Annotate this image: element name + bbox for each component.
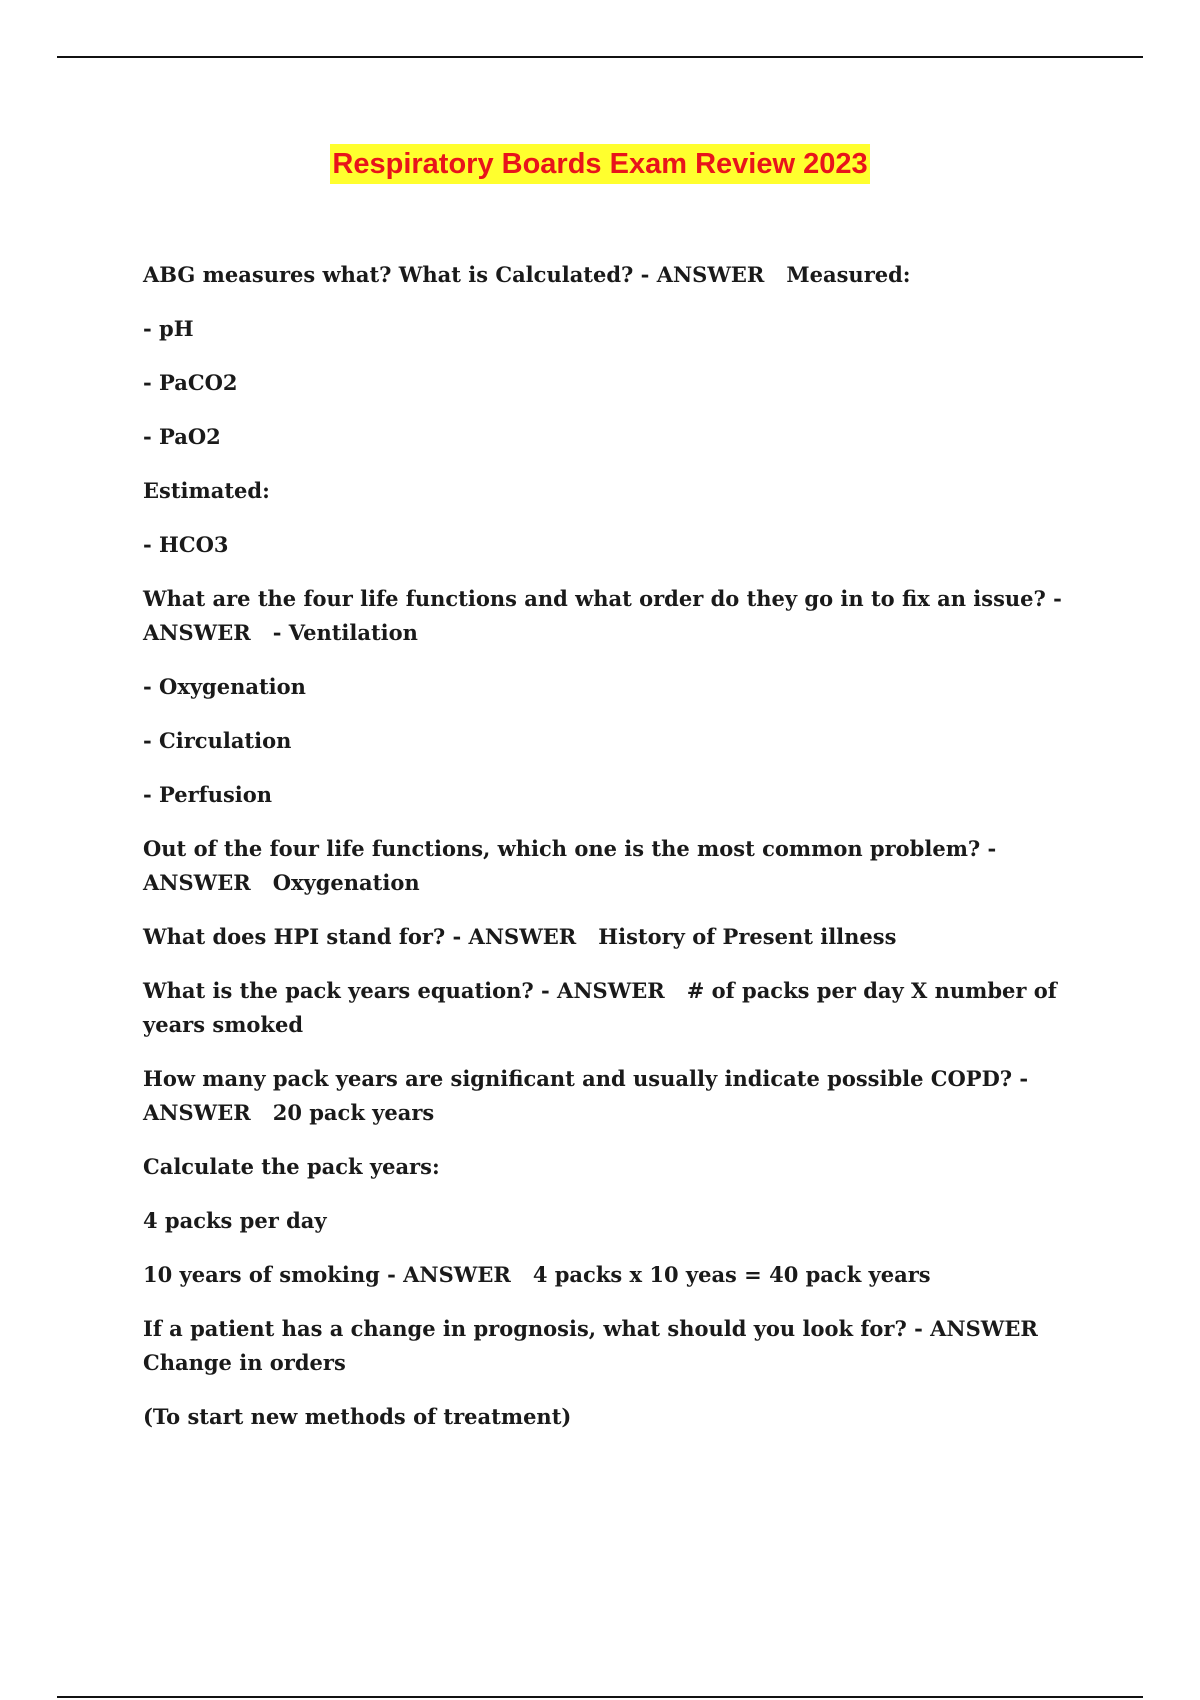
- list-item: - Circulation: [143, 728, 292, 753]
- answer-text: - Ventilation: [272, 620, 418, 645]
- qa-item: [143, 1258, 1093, 1292]
- answer-text: # of packs per day X number of years smoked: [143, 978, 1065, 1037]
- list-item: - PaCO2: [143, 370, 238, 395]
- question-text: How many pack years are significant and usually indicate possible COPD? - ANSWER: [143, 1066, 1036, 1125]
- qa-item: [143, 920, 1093, 954]
- bottom-rule: [57, 1696, 1143, 1698]
- document-body: [143, 258, 1093, 1454]
- question-text: What is the pack years equation? - ANSWER: [143, 978, 665, 1003]
- list-item: - PaO2: [143, 424, 221, 449]
- qa-item: [143, 974, 1093, 1042]
- question-text: If a patient has a change in prognosis, what should you look for? - ANSWER: [143, 1316, 1038, 1341]
- answer-text: 4 packs x 10 yeas = 40 pack years: [532, 1262, 931, 1287]
- question-text: ABG measures what? What is Calculated? - ANSWER: [143, 262, 765, 287]
- question-text: 10 years of smoking - ANSWER: [143, 1262, 511, 1287]
- qa-item: [143, 258, 1093, 292]
- question-text: Out of the four life functions, which one is the most common problem? - ANSWER: [143, 836, 1004, 895]
- question-text: What are the four life functions and what order do they go in to fix an issue? - ANSWER: [143, 586, 1070, 645]
- paragraph: (To start new methods of treatment): [143, 1404, 572, 1429]
- title-container: [0, 144, 1200, 184]
- answer-text: 20 pack years: [272, 1100, 435, 1125]
- list-item: - Perfusion: [143, 782, 273, 807]
- list-item: - Oxygenation: [143, 674, 306, 699]
- top-rule: [57, 56, 1143, 58]
- qa-item: [143, 832, 1093, 900]
- qa-item: [143, 1312, 1093, 1380]
- question-text: What does HPI stand for? - ANSWER: [143, 924, 577, 949]
- list-item: - pH: [143, 316, 194, 341]
- answer-text: Measured:: [786, 262, 911, 287]
- qa-item: [143, 582, 1093, 650]
- answer-text: History of Present illness: [598, 924, 897, 949]
- document-title: Respiratory Boards Exam Review 2023: [330, 144, 869, 184]
- answer-text: Change in orders: [143, 1350, 346, 1375]
- qa-item: [143, 1062, 1093, 1130]
- paragraph: 4 packs per day: [143, 1208, 327, 1233]
- paragraph: Estimated:: [143, 478, 270, 503]
- answer-text: Oxygenation: [272, 870, 420, 895]
- list-item: - HCO3: [143, 532, 229, 557]
- paragraph: Calculate the pack years:: [143, 1154, 440, 1179]
